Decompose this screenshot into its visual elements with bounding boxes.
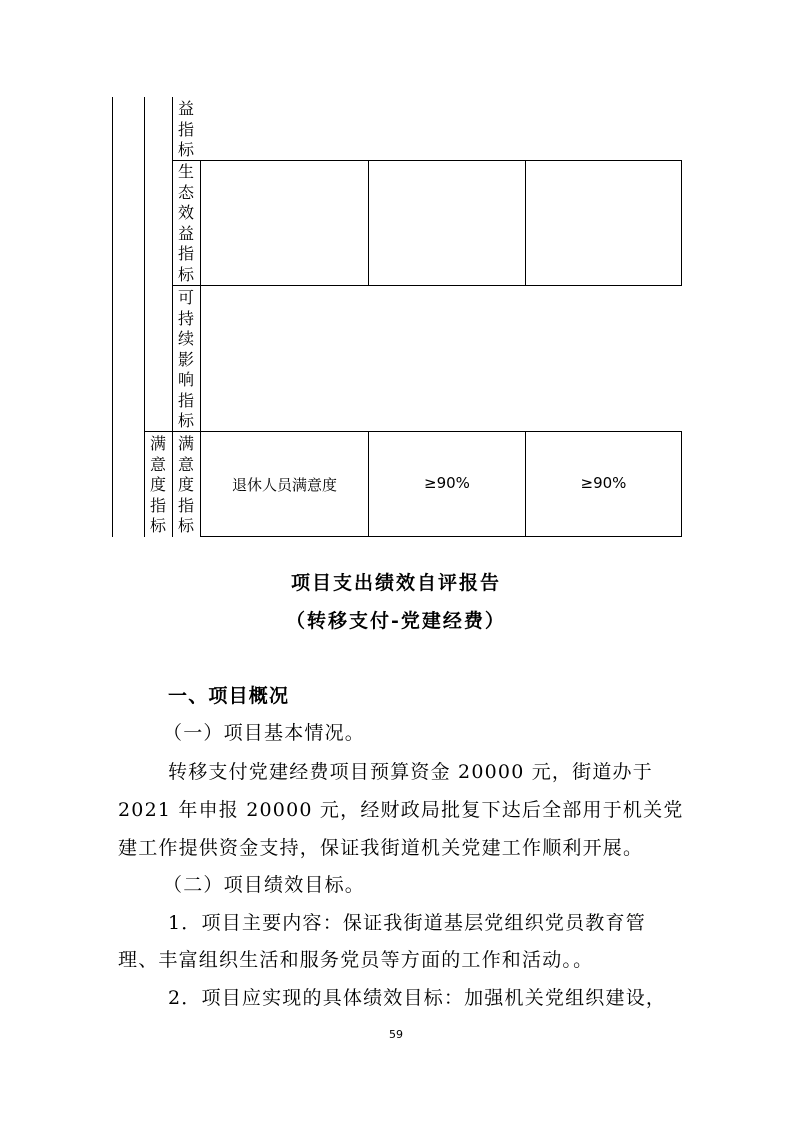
section1-heading: 一、项目概况 bbox=[168, 685, 290, 707]
benefit-indicator-tail-label: 益指标 bbox=[177, 99, 194, 159]
satisfaction-target-value: ≥90% bbox=[424, 474, 470, 492]
report-subtitle: （转移支付-党建经费） bbox=[286, 610, 506, 632]
table-rule-1 bbox=[172, 160, 682, 161]
table-rule-4 bbox=[200, 536, 682, 537]
satisfaction-group-label: 满意度指标 bbox=[149, 434, 166, 535]
table-border-right-a bbox=[681, 160, 682, 286]
sustainable-impact-label: 可持续影响指标 bbox=[177, 288, 194, 430]
table-rule-3 bbox=[144, 431, 682, 432]
report-title: 项目支出绩效自评报告 bbox=[290, 572, 501, 594]
para1-line2: 2021 年申报 20000 元，经财政局批复下达后全部用于机关党 bbox=[118, 799, 684, 821]
subsection1-heading: （一）项目基本情况。 bbox=[163, 722, 366, 744]
page-number: 59 bbox=[389, 1028, 403, 1041]
table-rule-2 bbox=[172, 285, 682, 286]
para1-line1: 转移支付党建经费项目预算资金 20000 元，街道办于 bbox=[168, 761, 653, 783]
ecological-benefit-label: 生态效益指标 bbox=[177, 162, 194, 284]
table-border-left bbox=[112, 97, 113, 537]
table-border-right-b bbox=[681, 432, 682, 537]
satisfaction-actual-value: ≥90% bbox=[580, 474, 627, 492]
subsection2-heading: （二）项目绩效目标。 bbox=[163, 874, 366, 896]
satisfaction-indicator-label: 满意度指标 bbox=[177, 434, 194, 535]
para1-line3: 建工作提供资金支持，保证我街道机关党建工作顺利开展。 bbox=[118, 837, 644, 859]
item1-line1: 1．项目主要内容：保证我街道基层党组织党员教育管 bbox=[168, 912, 646, 934]
table-divider-col5a bbox=[525, 160, 526, 286]
table-divider-col4a bbox=[368, 160, 369, 286]
item2-line1: 2．项目应实现的具体绩效目标：加强机关党组织建设， bbox=[168, 987, 667, 1009]
item1-line2: 理、丰富组织生活和服务党员等方面的工作和活动。。 bbox=[118, 949, 594, 971]
satisfaction-indicator-name: 退休人员满意度 bbox=[231, 476, 337, 494]
